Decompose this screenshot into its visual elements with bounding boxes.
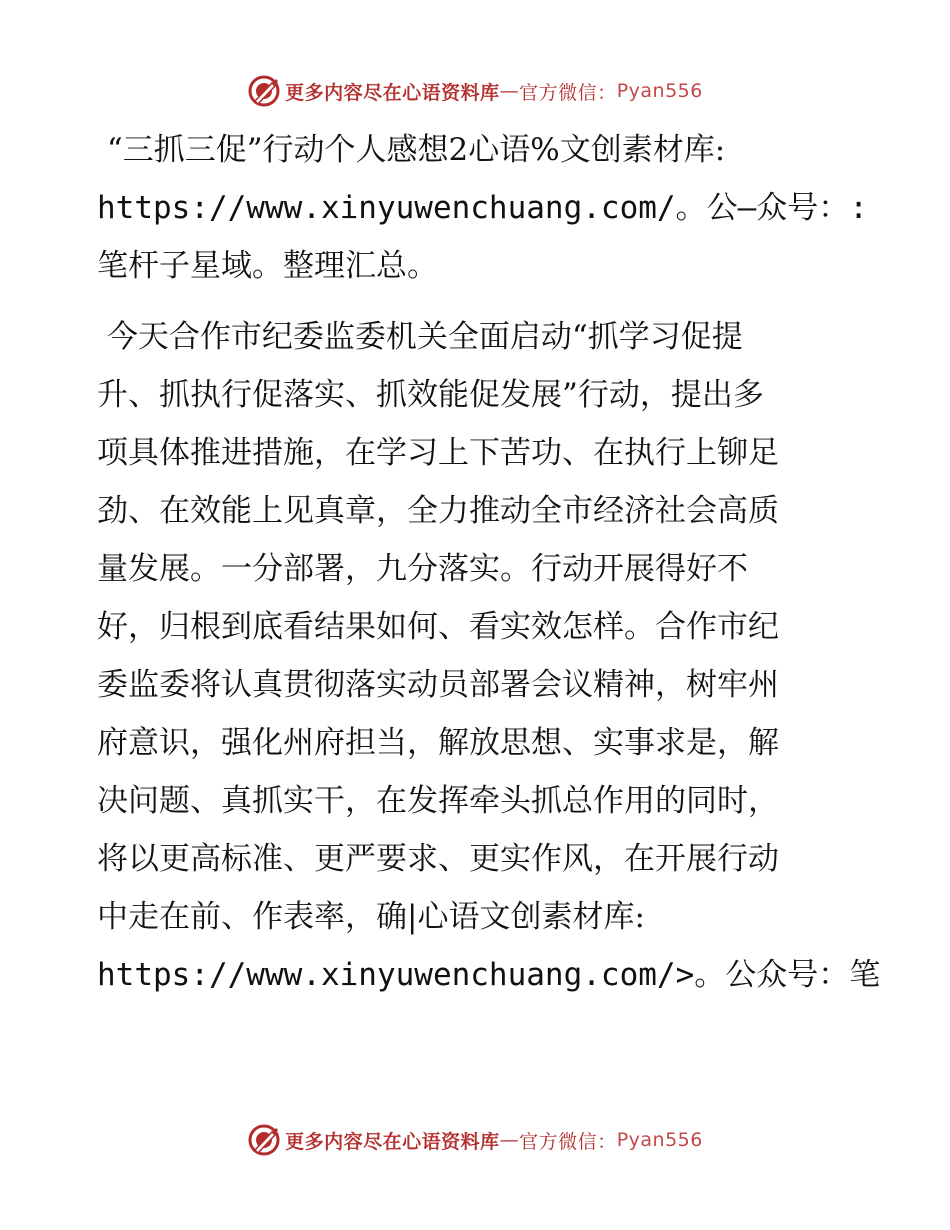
paragraph-2 [97, 308, 881, 1004]
paragraph-2-line: 决问题、真抓实干，在发挥牵头抓总作用的同时， [97, 783, 779, 819]
banner-separator: — [499, 80, 520, 102]
banner-main-text: 更多内容尽在心语资料库 [285, 1130, 500, 1153]
paragraph-2-line: 今天合作市纪委监委机关全面启动“抓学习促提 [97, 319, 743, 355]
paragraph-2-line: https://www.xinyuwenchuang.com/>。公众号：笔 [97, 957, 881, 993]
pen-seal-logo-icon [247, 1123, 281, 1157]
paragraph-1 [97, 121, 868, 295]
paragraph-1-line: “三抓三促”行动个人感想2心语%文创素材库: [97, 132, 726, 168]
paragraph-2-line: 好，归根到底看结果如何、看实效怎样。合作市纪 [97, 609, 779, 645]
banner-main-text: 更多内容尽在心语资料库 [285, 81, 500, 104]
footer-watermark-banner [0, 1120, 950, 1160]
paragraph-1-line: https://www.xinyuwenchuang.com/。公—众号：: [97, 190, 868, 226]
paragraph-2-line: 委监委将认真贯彻落实动员部署会议精神，树牢州 [97, 667, 779, 703]
paragraph-2-line: 项具体推进措施，在学习上下苦功、在执行上铆足 [97, 435, 779, 471]
header-watermark-banner [0, 71, 950, 111]
banner-contact-text: 官方微信： [519, 81, 617, 104]
pen-seal-logo-icon [247, 74, 281, 108]
paragraph-2-line: 升、抓执行促落实、抓效能促发展”行动，提出多 [97, 377, 764, 413]
paragraph-2-line: 将以更高标准、更严要求、更实作风，在开展行动 [97, 841, 779, 877]
paragraph-2-line: 劲、在效能上见真章，全力推动全市经济社会高质 [97, 493, 779, 529]
paragraph-2-line: 府意识，强化州府担当，解放思想、实事求是，解 [97, 725, 779, 761]
banner-contact-id: Pyan556 [616, 1129, 703, 1151]
paragraph-1-line: 笔杆子星域。整理汇总。 [97, 248, 438, 284]
paragraph-2-line: 量发展。一分部署，九分落实。行动开展得好不 [97, 551, 748, 587]
banner-contact-text: 官方微信： [519, 1130, 617, 1153]
banner-contact-id: Pyan556 [616, 80, 703, 102]
banner-separator: — [499, 1129, 520, 1151]
paragraph-2-line: 中走在前、作表率，确|心语文创素材库: [97, 899, 645, 935]
